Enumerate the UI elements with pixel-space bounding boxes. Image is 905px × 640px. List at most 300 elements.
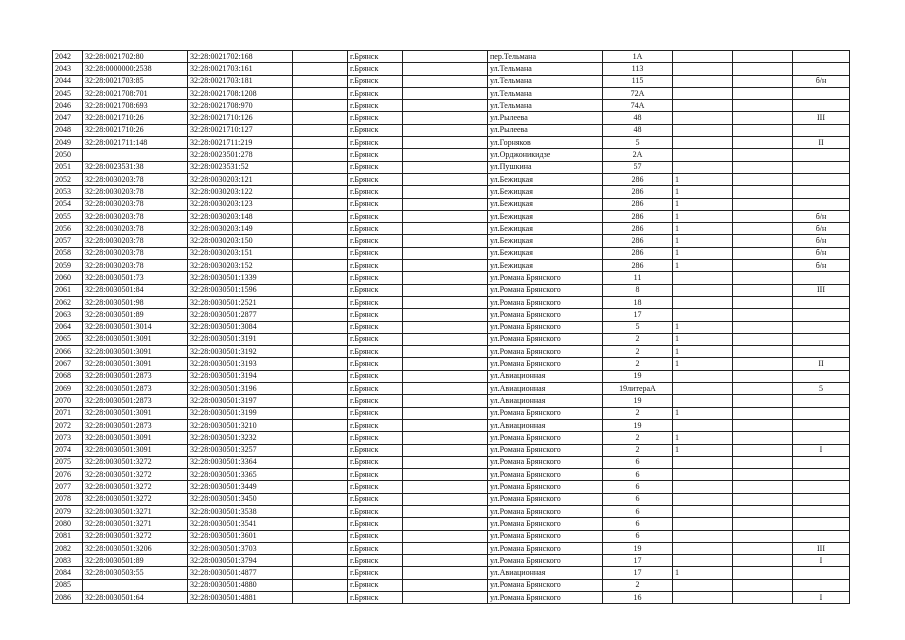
street-cell: ул.Романа Брянского <box>488 493 603 505</box>
city-cell: г.Брянск <box>348 272 403 284</box>
cadastral-object-cell: 32:28:0021703:161 <box>188 63 293 75</box>
city-cell: г.Брянск <box>348 530 403 542</box>
empty-cell <box>733 272 793 284</box>
empty-cell <box>293 75 348 87</box>
cadastral-object-cell: 32:28:0030501:4880 <box>188 579 293 591</box>
table-row <box>53 161 850 173</box>
house-number-cell: 2 <box>603 358 673 370</box>
empty-cell <box>293 407 348 419</box>
cadastral-parcel-cell: 32:28:0030501:2873 <box>83 395 188 407</box>
building-cell <box>673 555 733 567</box>
empty-cell <box>733 100 793 112</box>
street-cell: ул.Романа Брянского <box>488 530 603 542</box>
empty-cell <box>293 555 348 567</box>
empty-cell <box>403 309 488 321</box>
street-cell: ул.Авиационная <box>488 370 603 382</box>
house-number-cell: 74А <box>603 100 673 112</box>
street-cell: ул.Романа Брянского <box>488 592 603 604</box>
street-cell: ул.Рылеева <box>488 112 603 124</box>
building-cell: 1 <box>673 358 733 370</box>
house-number-cell: 2А <box>603 149 673 161</box>
house-number-cell: 6 <box>603 518 673 530</box>
cadastral-parcel-cell: 32:28:0030501:3091 <box>83 444 188 456</box>
street-cell: ул.Романа Брянского <box>488 272 603 284</box>
city-cell: г.Брянск <box>348 456 403 468</box>
city-cell: г.Брянск <box>348 579 403 591</box>
note-cell <box>793 518 850 530</box>
row-number-cell: 2047 <box>53 112 83 124</box>
note-cell: б/н <box>793 223 850 235</box>
city-cell: г.Брянск <box>348 370 403 382</box>
table-row <box>53 383 850 395</box>
empty-cell <box>293 296 348 308</box>
empty-cell <box>293 124 348 136</box>
house-number-cell: 286 <box>603 173 673 185</box>
row-number-cell: 2065 <box>53 333 83 345</box>
city-cell: г.Брянск <box>348 309 403 321</box>
cadastral-parcel-cell: 32:28:0021702:80 <box>83 51 188 63</box>
empty-cell <box>403 87 488 99</box>
note-cell <box>793 186 850 198</box>
row-number-cell: 2060 <box>53 272 83 284</box>
house-number-cell: 5 <box>603 137 673 149</box>
house-number-cell: 18 <box>603 296 673 308</box>
street-cell: ул.Бежицкая <box>488 235 603 247</box>
building-cell <box>673 309 733 321</box>
cadastral-parcel-cell: 32:28:0030501:3272 <box>83 530 188 542</box>
cadastral-parcel-cell: 32:28:0030203:78 <box>83 210 188 222</box>
note-cell: III <box>793 112 850 124</box>
table-row <box>53 493 850 505</box>
cadastral-object-cell: 32:28:0030203:151 <box>188 247 293 259</box>
table-row <box>53 321 850 333</box>
cadastral-object-cell: 32:28:0021711:219 <box>188 137 293 149</box>
empty-cell <box>403 210 488 222</box>
empty-cell <box>293 469 348 481</box>
table-row <box>53 51 850 63</box>
city-cell: г.Брянск <box>348 198 403 210</box>
building-cell <box>673 518 733 530</box>
row-number-cell: 2077 <box>53 481 83 493</box>
empty-cell <box>733 173 793 185</box>
table-row <box>53 235 850 247</box>
cadastral-object-cell: 32:28:0021703:181 <box>188 75 293 87</box>
cadastral-parcel-cell: 32:28:0030501:3091 <box>83 432 188 444</box>
city-cell: г.Брянск <box>348 247 403 259</box>
empty-cell <box>733 161 793 173</box>
table-row <box>53 407 850 419</box>
empty-cell <box>733 247 793 259</box>
house-number-cell: 286 <box>603 247 673 259</box>
cadastral-object-cell: 32:28:0030501:2521 <box>188 296 293 308</box>
house-number-cell: 286 <box>603 260 673 272</box>
empty-cell <box>733 321 793 333</box>
cadastral-object-cell: 32:28:0021708:970 <box>188 100 293 112</box>
cadastral-object-cell: 32:28:0021702:168 <box>188 51 293 63</box>
building-cell: 1 <box>673 333 733 345</box>
empty-cell <box>293 87 348 99</box>
empty-cell <box>293 518 348 530</box>
cadastral-parcel-cell: 32:28:0030203:78 <box>83 235 188 247</box>
note-cell <box>793 272 850 284</box>
empty-cell <box>733 518 793 530</box>
empty-cell <box>733 456 793 468</box>
building-cell <box>673 112 733 124</box>
house-number-cell: 48 <box>603 124 673 136</box>
cadastral-parcel-cell: 32:28:0030501:3206 <box>83 542 188 554</box>
city-cell: г.Брянск <box>348 296 403 308</box>
city-cell: г.Брянск <box>348 284 403 296</box>
empty-cell <box>733 505 793 517</box>
empty-cell <box>733 223 793 235</box>
cadastral-parcel-cell: 32:28:0030501:84 <box>83 284 188 296</box>
empty-cell <box>403 444 488 456</box>
row-number-cell: 2067 <box>53 358 83 370</box>
empty-cell <box>403 432 488 444</box>
cadastral-object-cell: 32:28:0030501:1596 <box>188 284 293 296</box>
table-row <box>53 223 850 235</box>
table-row <box>53 63 850 75</box>
city-cell: г.Брянск <box>348 567 403 579</box>
note-cell: II <box>793 358 850 370</box>
cadastral-parcel-cell: 32:28:0030501:2873 <box>83 419 188 431</box>
street-cell: ул.Бежицкая <box>488 223 603 235</box>
row-number-cell: 2057 <box>53 235 83 247</box>
table-row <box>53 186 850 198</box>
cadastral-object-cell: 32:28:0030501:3703 <box>188 542 293 554</box>
house-number-cell: 115 <box>603 75 673 87</box>
city-cell: г.Брянск <box>348 124 403 136</box>
empty-cell <box>293 210 348 222</box>
street-cell: ул.Романа Брянского <box>488 284 603 296</box>
cadastral-object-cell: 32:28:0030501:3365 <box>188 469 293 481</box>
empty-cell <box>403 407 488 419</box>
row-number-cell: 2086 <box>53 592 83 604</box>
street-cell: ул.Тельмана <box>488 87 603 99</box>
empty-cell <box>403 530 488 542</box>
empty-cell <box>733 395 793 407</box>
empty-cell <box>733 481 793 493</box>
empty-cell <box>403 493 488 505</box>
cadastral-object-cell: 32:28:0030501:3232 <box>188 432 293 444</box>
city-cell: г.Брянск <box>348 63 403 75</box>
row-number-cell: 2082 <box>53 542 83 554</box>
row-number-cell: 2058 <box>53 247 83 259</box>
street-cell: ул.Романа Брянского <box>488 358 603 370</box>
cadastral-parcel-cell: 32:28:0030203:78 <box>83 186 188 198</box>
cadastral-parcel-cell: 32:28:0030501:2873 <box>83 370 188 382</box>
cadastral-object-cell: 32:28:0030203:150 <box>188 235 293 247</box>
cadastral-object-cell: 32:28:0030501:3194 <box>188 370 293 382</box>
building-cell: 1 <box>673 346 733 358</box>
note-cell <box>793 161 850 173</box>
empty-cell <box>403 518 488 530</box>
house-number-cell: 113 <box>603 63 673 75</box>
empty-cell <box>403 100 488 112</box>
empty-cell <box>733 149 793 161</box>
note-cell <box>793 481 850 493</box>
table-row <box>53 75 850 87</box>
row-number-cell: 2051 <box>53 161 83 173</box>
building-cell <box>673 284 733 296</box>
note-cell <box>793 579 850 591</box>
row-number-cell: 2053 <box>53 186 83 198</box>
row-number-cell: 2043 <box>53 63 83 75</box>
building-cell <box>673 124 733 136</box>
row-number-cell: 2075 <box>53 456 83 468</box>
house-number-cell: 72А <box>603 87 673 99</box>
empty-cell <box>733 579 793 591</box>
row-number-cell: 2085 <box>53 579 83 591</box>
city-cell: г.Брянск <box>348 173 403 185</box>
empty-cell <box>733 63 793 75</box>
row-number-cell: 2063 <box>53 309 83 321</box>
table-row <box>53 198 850 210</box>
table-row <box>53 124 850 136</box>
cadastral-object-cell: 32:28:0030501:3601 <box>188 530 293 542</box>
table-row <box>53 272 850 284</box>
empty-cell <box>403 51 488 63</box>
cadastral-parcel-cell: 32:28:0030501:3271 <box>83 505 188 517</box>
note-cell <box>793 456 850 468</box>
empty-cell <box>293 542 348 554</box>
building-cell <box>673 272 733 284</box>
house-number-cell: 19 <box>603 370 673 382</box>
house-number-cell: 17 <box>603 567 673 579</box>
cadastral-object-cell: 32:28:0030501:3199 <box>188 407 293 419</box>
empty-cell <box>293 137 348 149</box>
building-cell: 1 <box>673 432 733 444</box>
row-number-cell: 2064 <box>53 321 83 333</box>
house-number-cell: 57 <box>603 161 673 173</box>
table-row <box>53 481 850 493</box>
house-number-cell: 17 <box>603 555 673 567</box>
cadastral-parcel-cell: 32:28:0021708:693 <box>83 100 188 112</box>
cadastral-object-cell: 32:28:0030501:3257 <box>188 444 293 456</box>
row-number-cell: 2048 <box>53 124 83 136</box>
cadastral-parcel-cell: 32:28:0030501:3091 <box>83 407 188 419</box>
note-cell <box>793 333 850 345</box>
city-cell: г.Брянск <box>348 555 403 567</box>
street-cell: ул.Романа Брянского <box>488 407 603 419</box>
house-number-cell: 6 <box>603 530 673 542</box>
empty-cell <box>733 333 793 345</box>
building-cell <box>673 63 733 75</box>
house-number-cell: 6 <box>603 456 673 468</box>
cadastral-parcel-cell: 32:28:0000000:2538 <box>83 63 188 75</box>
cadastral-object-cell: 32:28:0021710:127 <box>188 124 293 136</box>
city-cell: г.Брянск <box>348 223 403 235</box>
house-number-cell: 19 <box>603 542 673 554</box>
row-number-cell: 2076 <box>53 469 83 481</box>
empty-cell <box>403 63 488 75</box>
cadastral-parcel-cell: 32:28:0030501:3272 <box>83 481 188 493</box>
empty-cell <box>293 112 348 124</box>
empty-cell <box>293 284 348 296</box>
cadastral-object-cell: 32:28:0030203:121 <box>188 173 293 185</box>
empty-cell <box>293 419 348 431</box>
note-cell <box>793 173 850 185</box>
building-cell <box>673 149 733 161</box>
street-cell: ул.Авиационная <box>488 419 603 431</box>
cadastral-parcel-cell: 32:28:0030503:55 <box>83 567 188 579</box>
row-number-cell: 2080 <box>53 518 83 530</box>
note-cell: 5 <box>793 383 850 395</box>
building-cell <box>673 395 733 407</box>
empty-cell <box>293 235 348 247</box>
street-cell: ул.Романа Брянского <box>488 518 603 530</box>
empty-cell <box>293 395 348 407</box>
row-number-cell: 2056 <box>53 223 83 235</box>
building-cell <box>673 51 733 63</box>
cadastral-parcel-cell: 32:28:0030501:64 <box>83 592 188 604</box>
city-cell: г.Брянск <box>348 87 403 99</box>
row-number-cell: 2078 <box>53 493 83 505</box>
table-row <box>53 137 850 149</box>
empty-cell <box>403 592 488 604</box>
house-number-cell: 2 <box>603 432 673 444</box>
empty-cell <box>403 370 488 382</box>
table-row <box>53 505 850 517</box>
table-row <box>53 395 850 407</box>
note-cell <box>793 567 850 579</box>
empty-cell <box>293 346 348 358</box>
cadastral-object-cell: 32:28:0030501:3210 <box>188 419 293 431</box>
table-row <box>53 284 850 296</box>
city-cell: г.Брянск <box>348 469 403 481</box>
street-cell: ул.Авиационная <box>488 395 603 407</box>
cadastral-object-cell: 32:28:0030501:3192 <box>188 346 293 358</box>
table-row <box>53 333 850 345</box>
empty-cell <box>293 530 348 542</box>
empty-cell <box>403 247 488 259</box>
cadastral-parcel-cell: 32:28:0030203:78 <box>83 260 188 272</box>
row-number-cell: 2074 <box>53 444 83 456</box>
row-number-cell: 2050 <box>53 149 83 161</box>
building-cell <box>673 493 733 505</box>
building-cell: 1 <box>673 223 733 235</box>
cadastral-parcel-cell: 32:28:0021710:26 <box>83 112 188 124</box>
cadastral-object-cell: 32:28:0021710:126 <box>188 112 293 124</box>
cadastral-parcel-cell: 32:28:0030501:3272 <box>83 456 188 468</box>
empty-cell <box>733 75 793 87</box>
cadastral-parcel-cell: 32:28:0030203:78 <box>83 198 188 210</box>
table-row <box>53 309 850 321</box>
note-cell <box>793 530 850 542</box>
row-number-cell: 2042 <box>53 51 83 63</box>
city-cell: г.Брянск <box>348 383 403 395</box>
table-row <box>53 87 850 99</box>
street-cell: ул.Бежицкая <box>488 210 603 222</box>
note-cell: б/н <box>793 210 850 222</box>
cadastral-object-cell: 32:28:0030501:3364 <box>188 456 293 468</box>
house-number-cell: 286 <box>603 210 673 222</box>
building-cell: 1 <box>673 210 733 222</box>
city-cell: г.Брянск <box>348 592 403 604</box>
house-number-cell: 17 <box>603 309 673 321</box>
street-cell: ул.Романа Брянского <box>488 579 603 591</box>
row-number-cell: 2052 <box>53 173 83 185</box>
empty-cell <box>403 173 488 185</box>
empty-cell <box>403 505 488 517</box>
empty-cell <box>293 456 348 468</box>
cadastral-object-cell: 32:28:0030501:3191 <box>188 333 293 345</box>
empty-cell <box>733 567 793 579</box>
street-cell: ул.Авиационная <box>488 567 603 579</box>
empty-cell <box>293 149 348 161</box>
building-cell: 1 <box>673 321 733 333</box>
city-cell: г.Брянск <box>348 260 403 272</box>
cadastral-parcel-cell: 32:28:0030501:3014 <box>83 321 188 333</box>
note-cell: б/н <box>793 260 850 272</box>
house-number-cell: 6 <box>603 469 673 481</box>
city-cell: г.Брянск <box>348 346 403 358</box>
note-cell <box>793 149 850 161</box>
building-cell <box>673 542 733 554</box>
empty-cell <box>403 469 488 481</box>
empty-cell <box>733 309 793 321</box>
street-cell: ул.Бежицкая <box>488 247 603 259</box>
row-number-cell: 2055 <box>53 210 83 222</box>
house-number-cell: 286 <box>603 186 673 198</box>
house-number-cell: 6 <box>603 493 673 505</box>
cadastral-parcel-cell: 32:28:0030501:89 <box>83 555 188 567</box>
cadastral-parcel-cell: 32:28:0030501:3271 <box>83 518 188 530</box>
house-number-cell: 11 <box>603 272 673 284</box>
table-row <box>53 210 850 222</box>
house-number-cell: 2 <box>603 444 673 456</box>
table-row <box>53 592 850 604</box>
city-cell: г.Брянск <box>348 518 403 530</box>
cadastral-object-cell: 32:28:0030501:3449 <box>188 481 293 493</box>
cadastral-parcel-cell: 32:28:0030501:3272 <box>83 469 188 481</box>
document-sheet <box>52 50 850 604</box>
empty-cell <box>293 493 348 505</box>
cadastral-object-cell: 32:28:0030203:148 <box>188 210 293 222</box>
empty-cell <box>293 309 348 321</box>
house-number-cell: 286 <box>603 198 673 210</box>
empty-cell <box>293 370 348 382</box>
table-row <box>53 542 850 554</box>
cadastral-parcel-cell: 32:28:0021703:85 <box>83 75 188 87</box>
city-cell: г.Брянск <box>348 542 403 554</box>
cadastral-object-cell: 32:28:0030501:3196 <box>188 383 293 395</box>
city-cell: г.Брянск <box>348 505 403 517</box>
empty-cell <box>403 75 488 87</box>
cadastral-parcel-cell: 32:28:0030501:3091 <box>83 333 188 345</box>
empty-cell <box>293 223 348 235</box>
empty-cell <box>733 592 793 604</box>
empty-cell <box>293 579 348 591</box>
city-cell: г.Брянск <box>348 210 403 222</box>
empty-cell <box>733 284 793 296</box>
cadastral-object-cell: 32:28:0030203:152 <box>188 260 293 272</box>
empty-cell <box>403 161 488 173</box>
empty-cell <box>293 481 348 493</box>
empty-cell <box>403 358 488 370</box>
cadastral-parcel-cell: 32:28:0030501:3272 <box>83 493 188 505</box>
cadastral-object-cell: 32:28:0030501:3197 <box>188 395 293 407</box>
building-cell <box>673 137 733 149</box>
city-cell: г.Брянск <box>348 149 403 161</box>
street-cell: ул.Пушкина <box>488 161 603 173</box>
table-row <box>53 346 850 358</box>
empty-cell <box>403 186 488 198</box>
empty-cell <box>733 260 793 272</box>
empty-cell <box>403 223 488 235</box>
cadastral-object-cell: 32:28:0030501:3541 <box>188 518 293 530</box>
cadastral-parcel-cell: 32:28:0030501:3091 <box>83 346 188 358</box>
